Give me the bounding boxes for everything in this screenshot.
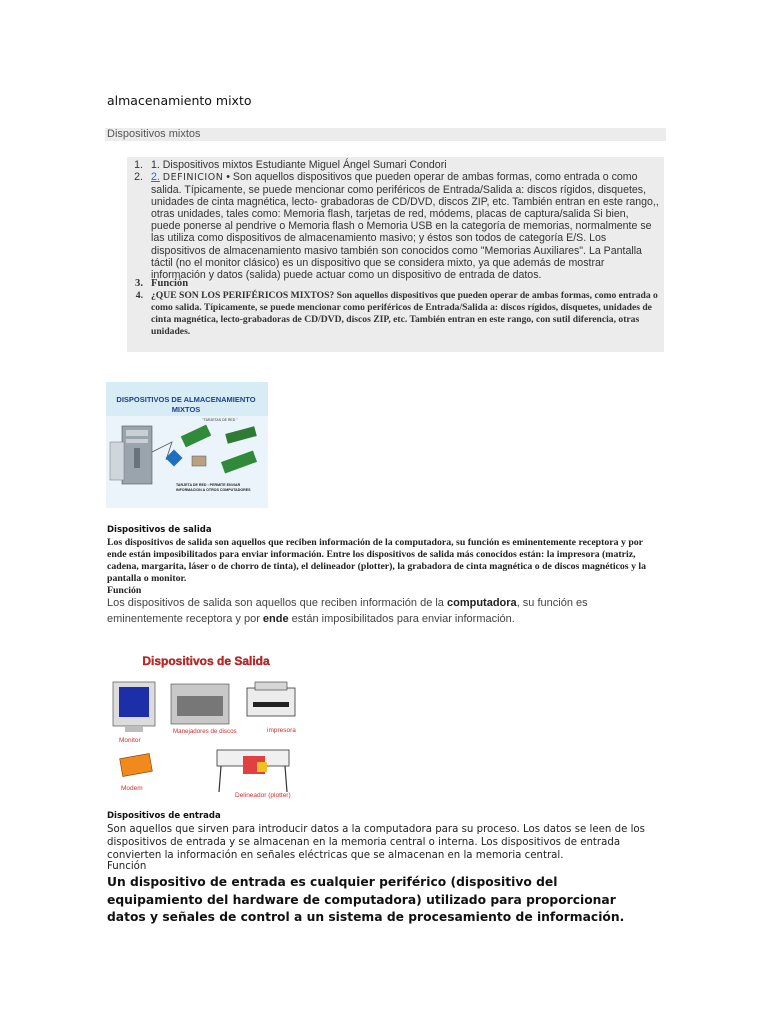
- image-caption-top: "TARJETAS DE RED ": [202, 418, 238, 422]
- label-delineador: Delineador (plotter): [235, 792, 291, 799]
- image-caption-bottom-1: TARJETA DE RED : PERMITE ENVIAR: [176, 483, 241, 487]
- salida-p2-c: , su función es eminentemente receptora y por: [107, 597, 588, 625]
- salida-p2-e: están imposibilitados para enviar información.: [288, 613, 515, 625]
- list-number: 2.: [134, 171, 143, 183]
- item-link[interactable]: 2.: [151, 171, 160, 183]
- image-caption-bottom-2: INFORMACION A OTROS COMPUTADORES: [176, 488, 251, 492]
- definition-label: DEFINICION: [162, 172, 224, 183]
- list-text: [151, 171, 659, 281]
- label-modem: Modem: [121, 785, 143, 792]
- entrada-body: Son aquellos que sirven para introducir datos a la computadora para su proceso. Los datos se leen de los dispositivos de entrada y se almacenan en la memoria central o interna. Los dispositivos de entrada convierten la información en señales eléctricas que se almacenan en la memoria central.: [107, 824, 645, 861]
- list-text: 1. Dispositivos mixtos Estudiante Miguel Ángel Sumari Condori: [151, 159, 447, 171]
- salida-p2-a: Los dispositivos de salida son aquellos que reciben información de la: [107, 597, 447, 609]
- label-manejadores: Manejadores de discos: [173, 728, 237, 735]
- salida-paragraph: [107, 595, 647, 627]
- label-monitor: Monitor: [119, 737, 141, 744]
- list-text: Función: [151, 278, 189, 289]
- entrada-heading: Dispositivos de entrada: [107, 811, 221, 821]
- label-impresora: impresora: [267, 727, 296, 734]
- output-devices-image: [107, 644, 305, 806]
- entrada-definition: Un dispositivo de entrada es cualquier periférico (dispositivo del equipamiento del hardware de computadora) utilizado para proporcionar datos y señales de control a un sistema de procesamiento de información.: [107, 875, 625, 924]
- salida-heading: Dispositivos de salida: [107, 525, 212, 535]
- image-title-line1: DISPOSITIVOS DE ALMACENAMIENTO: [116, 395, 256, 404]
- list-number: 4.: [135, 290, 143, 301]
- list-text: ¿QUE SON LOS PERIFÉRICOS MIXTOS? Son aquellos dispositivos que pueden operar de ambas formas, como entrada o como salida. Típicamente, se puede mencionar como periféricos de Entrada/Salida a: discos rígidos, disquetes, unidades de cinta magnética, lecto-grabadoras de CD/DVD, discos ZIP, etc. También entran en este rango, con sutil diferencia, otras unidades.: [151, 290, 658, 338]
- page-title: almacenamiento mixto: [107, 93, 252, 108]
- list-number: 1.: [134, 159, 143, 171]
- salida-body: Los dispositivos de salida son aquellos que reciben información de la computadora, su función es eminentemente receptora y por ende están imposibilitados para enviar información. Entre los dispositivos de salida más conocidos están: la impresora (matriz, cadena, margarita, láser o de chorro de tinta), el delineador (plotter), la grabadora de cinta magnética o de discos magnéticos y la pantalla o monitor.: [107, 537, 647, 584]
- entrada-funcion-label: Función: [107, 861, 147, 872]
- ordered-list: [127, 157, 664, 352]
- salida-p2-computadora: computadora: [447, 597, 517, 609]
- section-subheading: Dispositivos mixtos: [105, 128, 666, 141]
- output-devices-illustration: [107, 644, 305, 806]
- salida-funcion-label: Función: [107, 585, 142, 596]
- salida-p2-ende: ende: [262, 613, 289, 625]
- network-card-illustration: [106, 382, 268, 508]
- definition-text: • Son aquellos dispositivos que pueden operar de ambas formas, como entrada o como salida. Típicamente, se puede mencionar como periféricos de Entrada/Salida a: discos rígidos, disquetes, unidades de cinta magnética, lecto- grabadoras de CD/DVD, discos ZIP, etc. También entran en este rango,, otras unidades, tales como: Memoria flash, tarjetas de red, módems, placas de captura/salida Si bien, puede ponerse al pendrive o Memoria flash o Memoria USB en la categoría de memorias, normalmente se las utiliza como dispositivos de almacenamiento masivo; y éstos son todos de categoría E/S. Los dispositivos de almacenamiento masivo también son conocidos como "Memorias Auxiliares". La Pantalla táctil (no el monitor clásico) es un dispositivo que se considera mixto, ya que además de mostrar información y datos (salida) puede actuar como un dispositivo de entrada de datos.: [151, 171, 659, 281]
- image-title-line2: MIXTOS: [171, 405, 201, 414]
- storage-devices-image: [106, 382, 268, 508]
- list-number: 3.: [135, 278, 143, 289]
- output-image-title: Dispositivos de Salida: [142, 654, 270, 668]
